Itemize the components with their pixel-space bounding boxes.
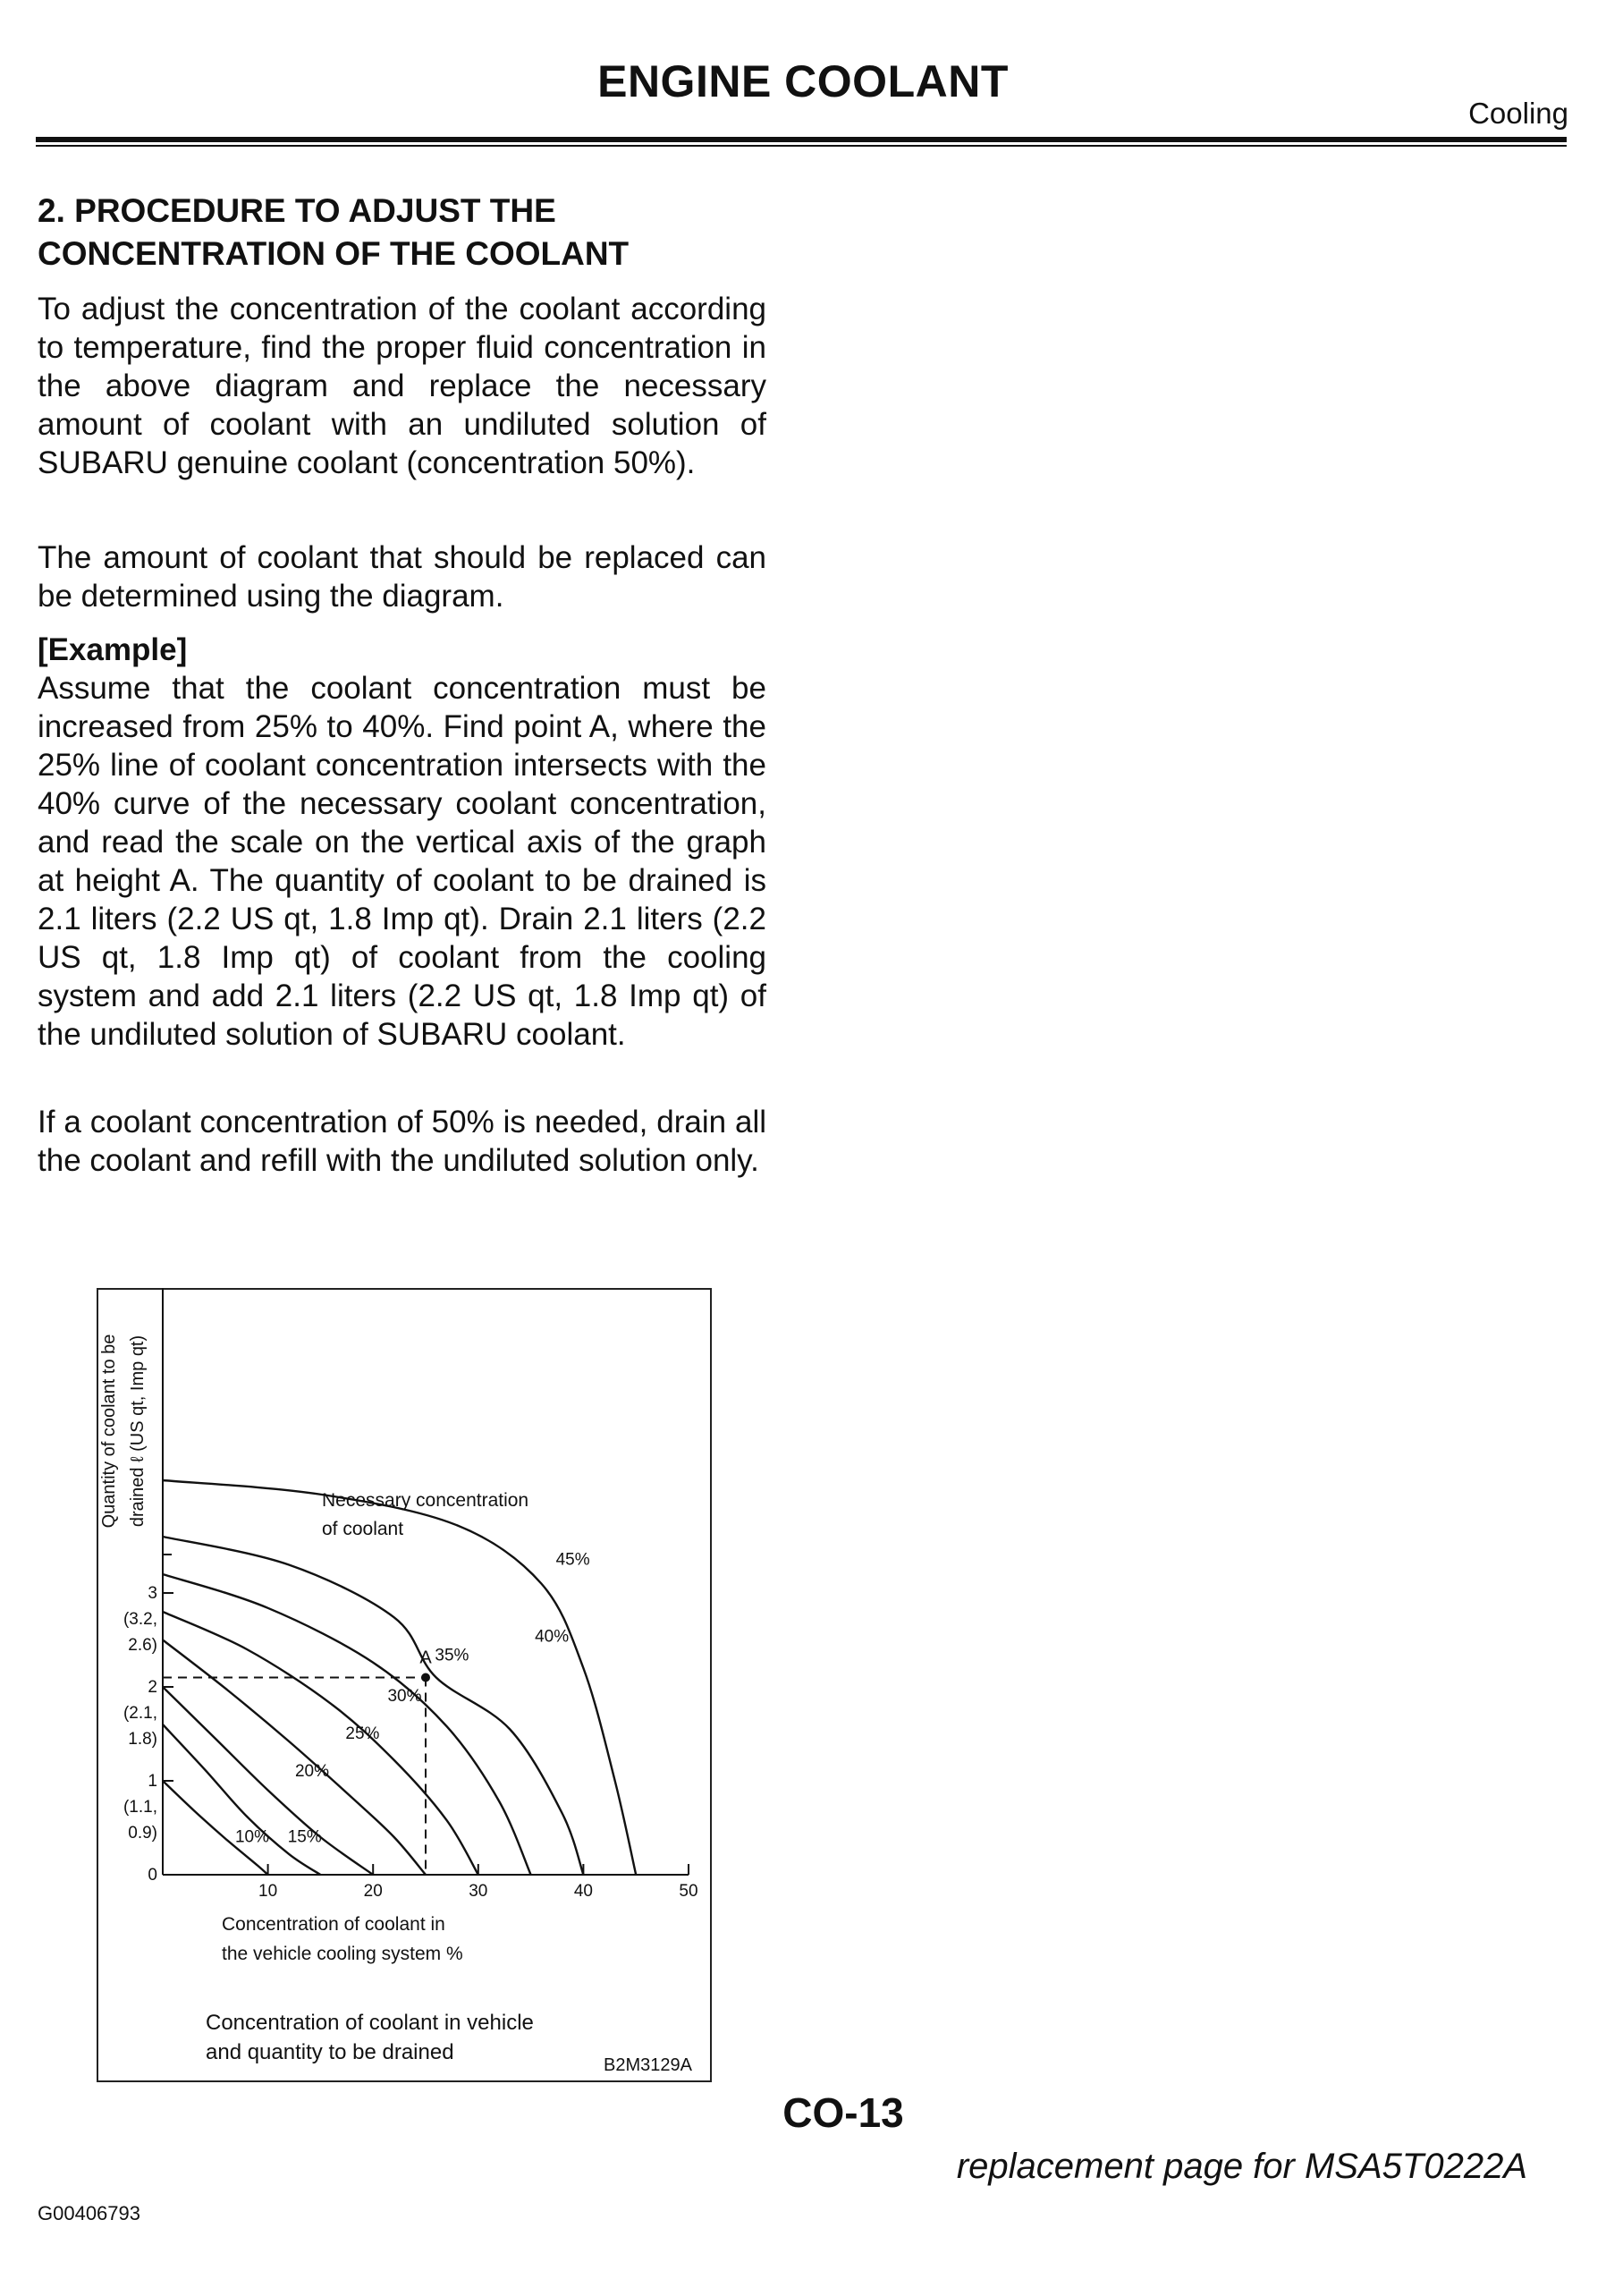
curve-label-45pct: 45% bbox=[555, 1550, 590, 1570]
y-tick-label: 2.6) bbox=[128, 1636, 157, 1655]
y-axis-title-line-1: Quantity of coolant to be bbox=[99, 1334, 119, 1529]
figure-caption-line-2: and quantity to be drained bbox=[206, 2040, 454, 2064]
section-heading-line-2: CONCENTRATION OF THE COOLANT bbox=[38, 235, 630, 272]
section-tag: Cooling bbox=[1468, 97, 1568, 130]
y-tick-label: 3 bbox=[148, 1584, 157, 1603]
curve-label-20pct: 20% bbox=[294, 1761, 330, 1781]
y-tick-label: 0 bbox=[148, 1866, 157, 1885]
chart-annotation-line-1: Necessary concentration bbox=[322, 1490, 529, 1511]
x-tick-label: 20 bbox=[363, 1882, 383, 1901]
x-tick-label: 10 bbox=[258, 1882, 278, 1901]
replacement-note: replacement page for MSA5T0222A bbox=[956, 2147, 1527, 2186]
y-axis-title-line-2: drained ℓ (US qt, Imp qt) bbox=[128, 1334, 148, 1528]
x-axis-title-line-1: Concentration of coolant in bbox=[222, 1914, 445, 1935]
y-tick-label: 1.8) bbox=[128, 1730, 157, 1749]
x-tick-label: 30 bbox=[469, 1882, 488, 1901]
point-a-marker bbox=[421, 1673, 430, 1682]
y-tick-label: (2.1, bbox=[123, 1704, 157, 1723]
page-number: CO-13 bbox=[782, 2089, 904, 2136]
chart-annotation-line-2: of coolant bbox=[322, 1519, 404, 1539]
point-a-label: A bbox=[419, 1648, 432, 1668]
y-tick-label: 2 bbox=[148, 1678, 157, 1697]
paragraph-fifty-percent: If a coolant concentration of 50% is needed, drain all the coolant and refill with the undiluted solution only. bbox=[38, 1105, 766, 1178]
paragraph-adjust: To adjust the concentration of the coolant according to temperature, find the proper fluid concentration in the above diagram and replace the necessary amount of coolant with an undiluted solution of SUBARU genuine coolant (concentration 50%). bbox=[38, 292, 766, 480]
y-tick-label: (1.1, bbox=[123, 1798, 157, 1817]
section-heading-line-1: 2. PROCEDURE TO ADJUST THE bbox=[38, 192, 556, 229]
curve-label-15pct: 15% bbox=[287, 1827, 322, 1847]
curve-label-30pct: 30% bbox=[387, 1686, 422, 1706]
curve-20pct bbox=[163, 1687, 373, 1875]
document-id: G00406793 bbox=[38, 2202, 140, 2224]
figure-code: B2M3129A bbox=[604, 2055, 692, 2075]
curve-label-10pct: 10% bbox=[234, 1827, 269, 1847]
paragraph-amount: The amount of coolant that should be replaced can be determined using the diagram. bbox=[38, 540, 766, 614]
y-tick-label: (3.2, bbox=[123, 1610, 157, 1629]
figure-caption-line-1: Concentration of coolant in vehicle bbox=[206, 2011, 534, 2035]
y-tick-label: 0.9) bbox=[128, 1824, 157, 1843]
curve-label-40pct: 40% bbox=[535, 1627, 570, 1647]
y-tick-label: 1 bbox=[148, 1772, 157, 1791]
x-axis-title-line-2: the vehicle cooling system % bbox=[222, 1944, 463, 1964]
x-tick-label: 40 bbox=[573, 1882, 593, 1901]
x-tick-label: 50 bbox=[679, 1882, 698, 1901]
curve-label-35pct: 35% bbox=[435, 1646, 469, 1665]
figure-caption bbox=[206, 2008, 534, 2067]
curve-40pct bbox=[163, 1537, 583, 1875]
example-label: [Example] bbox=[38, 632, 188, 667]
page-title: ENGINE COOLANT bbox=[597, 56, 1009, 106]
paragraph-example: Assume that the coolant concentration must be increased from 25% to 40%. Find point A, where the 25% line of coolant concentration intersects with the 40% curve of the necessary coolant concentration, and read the scale on the vertical axis of the graph at height A. The quantity of coolant to be drained is 2.1 liters (2.2 US qt, 1.8 Imp qt). Drain 2.1 liters (2.2 US qt, 1.8 Imp qt) of coolant from the cooling system and add 2.1 liters (2.2 US qt, 1.8 Imp qt) of the undiluted solution of SUBARU coolant. bbox=[38, 671, 766, 1052]
curve-label-25pct: 25% bbox=[345, 1724, 380, 1743]
